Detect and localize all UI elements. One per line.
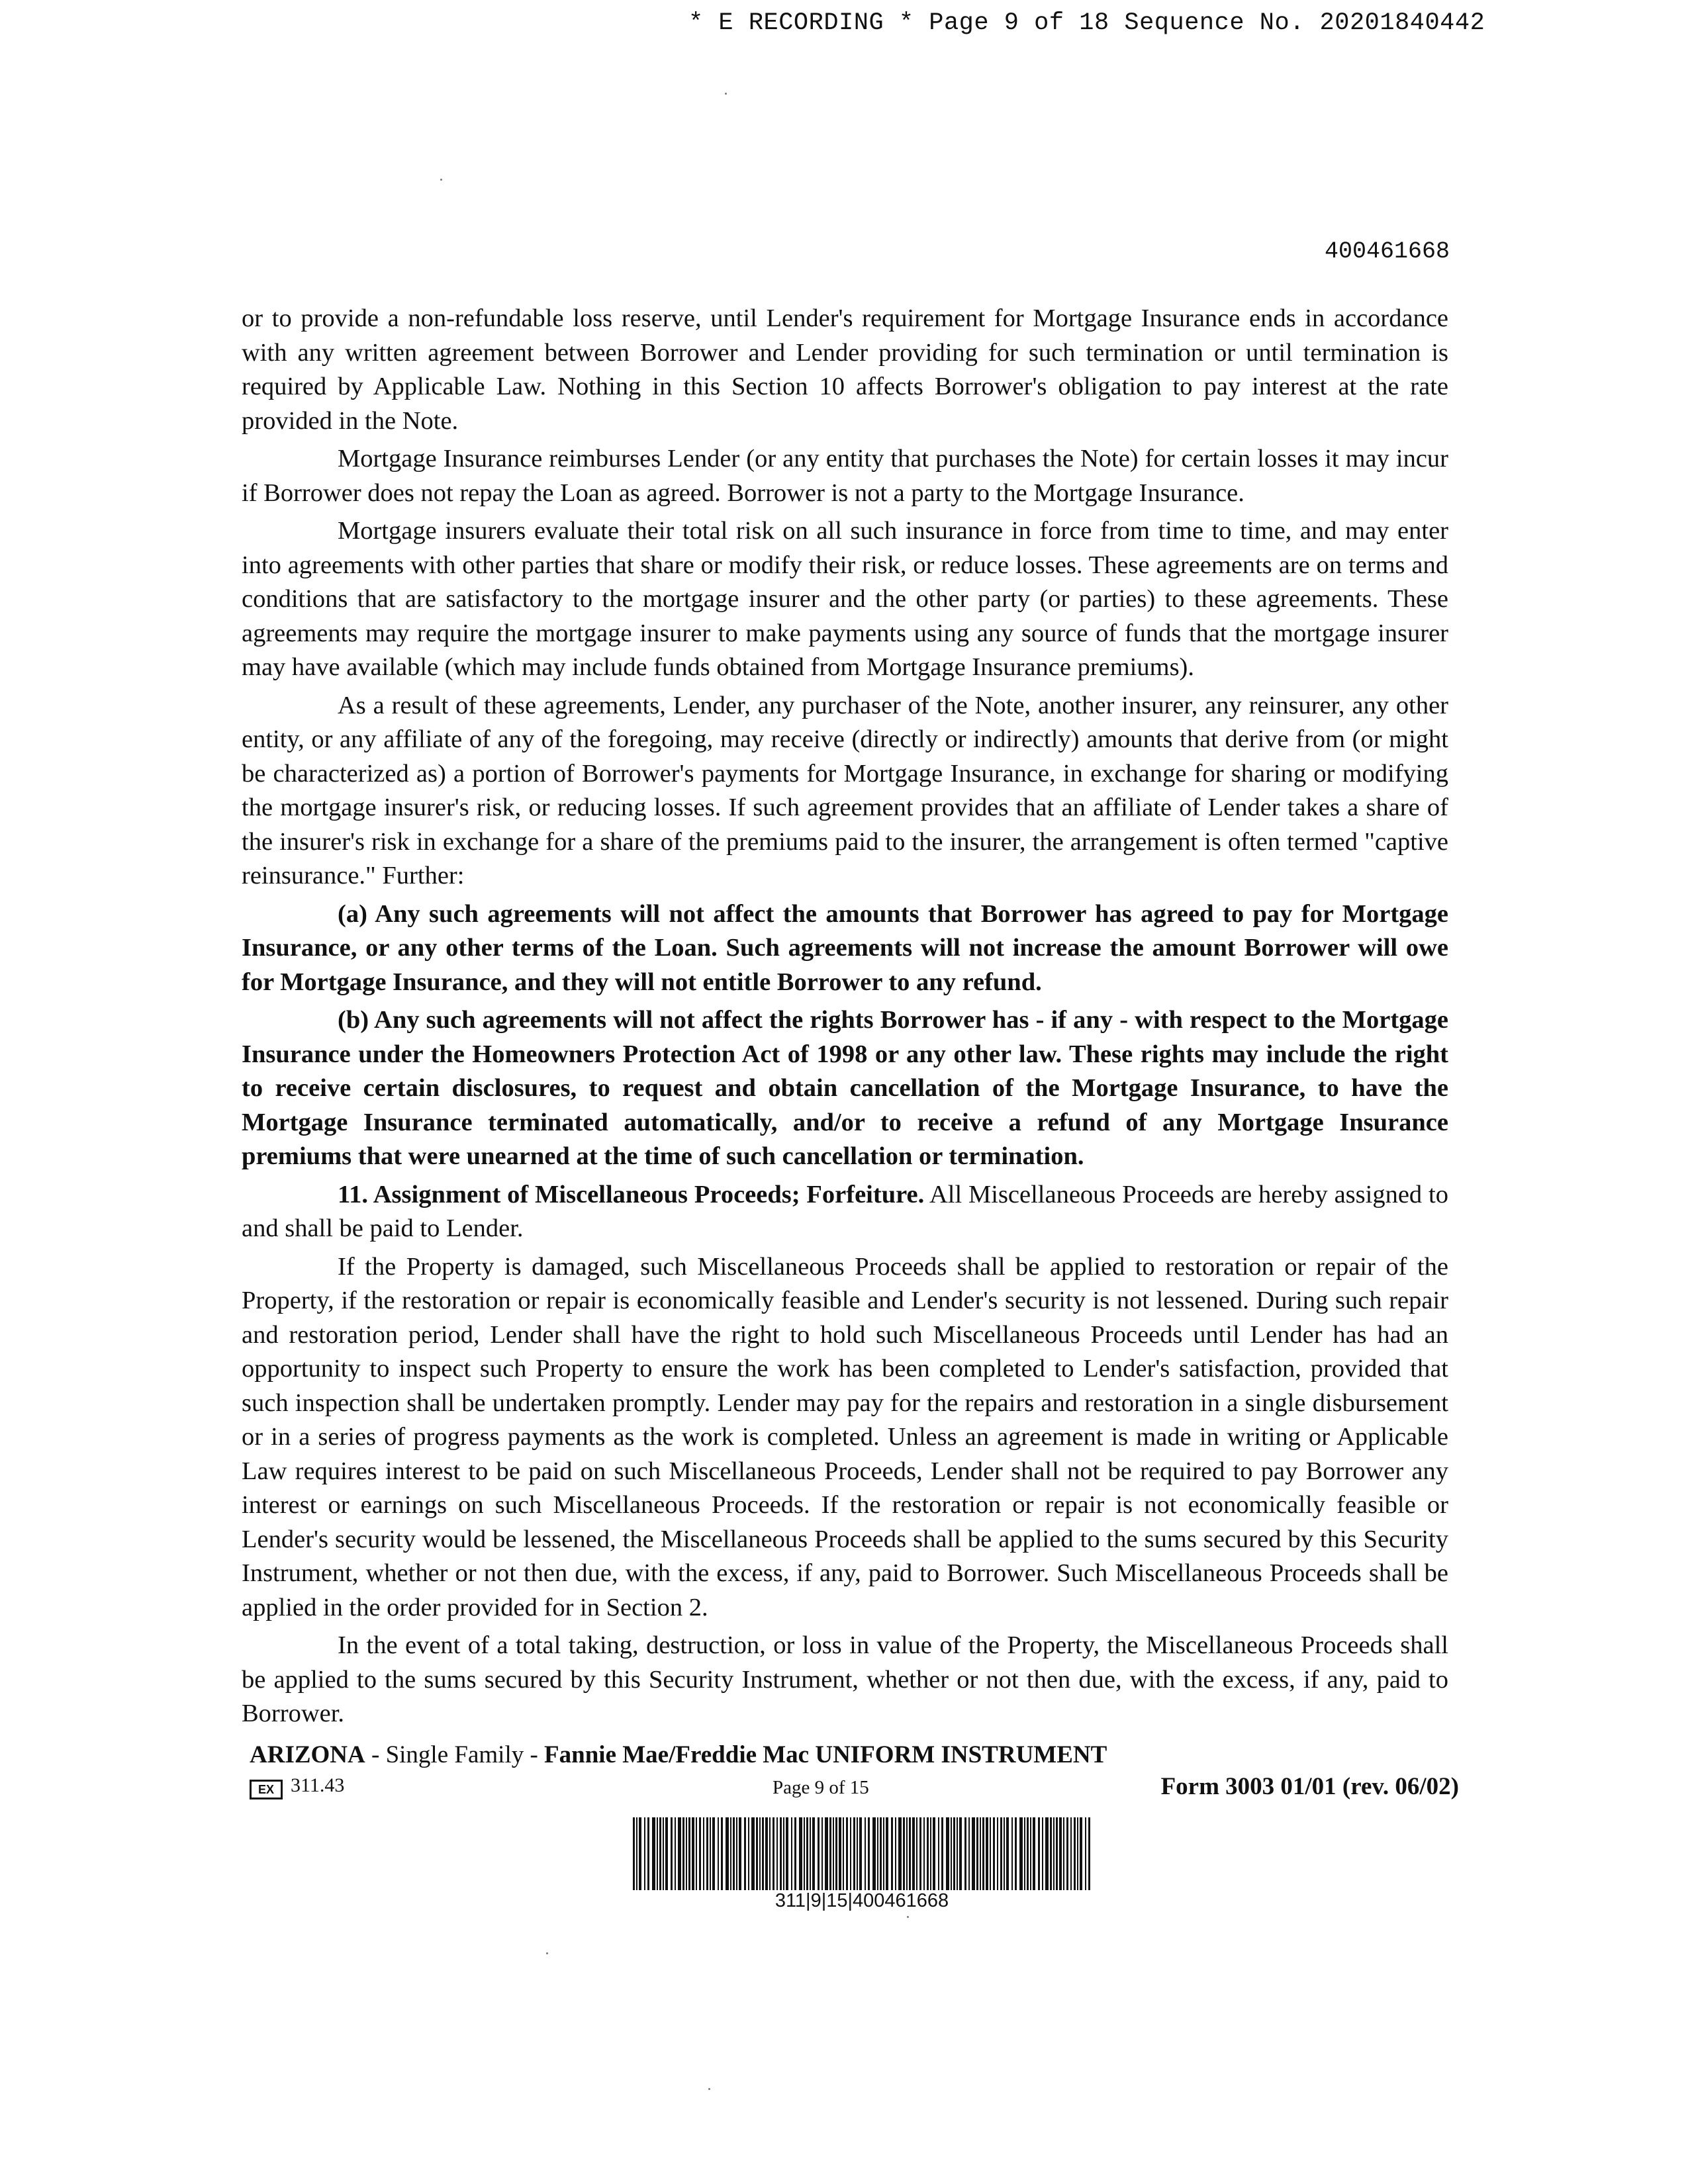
barcode-bar xyxy=(812,1817,815,1890)
footer-form-code: 311.43 xyxy=(291,1774,345,1796)
scan-speck xyxy=(546,1952,548,1954)
barcode-bar xyxy=(1088,1817,1090,1890)
barcode-bar xyxy=(1015,1817,1017,1890)
barcode-bar xyxy=(891,1817,893,1890)
barcode-bar xyxy=(675,1817,676,1890)
barcode-bar xyxy=(919,1817,921,1890)
footer-form-id: Form 3003 01/01 (rev. 06/02) xyxy=(1160,1773,1459,1800)
barcode-bar xyxy=(644,1817,645,1890)
barcode-bar xyxy=(930,1817,931,1890)
barcode-bar xyxy=(1085,1817,1086,1890)
barcode-bar xyxy=(1074,1817,1076,1890)
barcode-bar xyxy=(706,1817,708,1890)
loan-number: 400461668 xyxy=(1324,238,1450,265)
paragraph-clause-a: (a) Any such agreements will not affect the amounts that Borrower has agreed to pay for Mortgage Insurance, or any other terms of the Loan. Such agreements will not increase the amount Borrower will owe for Mortgage Insurance, and they will not entitle Borrower to any refund. xyxy=(242,899,1448,996)
barcode-bar xyxy=(1019,1817,1023,1890)
barcode-bar xyxy=(810,1817,811,1890)
barcode-bar xyxy=(776,1817,778,1890)
barcode-bar xyxy=(1066,1817,1068,1890)
barcode-bar xyxy=(1000,1817,1002,1890)
barcode-bar xyxy=(692,1817,694,1890)
barcode-bar xyxy=(686,1817,687,1890)
barcode-bar xyxy=(726,1817,729,1890)
barcode-bar xyxy=(739,1817,741,1890)
barcode-bar xyxy=(997,1817,998,1890)
barcode-bar xyxy=(1063,1817,1064,1890)
barcode-bar xyxy=(835,1817,837,1890)
barcode-bar xyxy=(652,1817,655,1890)
barcode-bar xyxy=(1053,1817,1055,1890)
ex-logo: EX xyxy=(250,1780,283,1799)
barcode-bar xyxy=(982,1817,984,1890)
barcode-bar xyxy=(853,1817,855,1890)
section-11-heading: 11. Assignment of Miscellaneous Proceeds; Forfeiture. xyxy=(338,1180,925,1208)
barcode-bar xyxy=(718,1817,719,1890)
paragraph-reimbursement: Mortgage Insurance reimburses Lender (or any entity that purchases the Note) for certain losses it may incur if Borrower does not repay the Loan as agreed. Borrower is not a party to the Mortgage Insurance. xyxy=(242,445,1448,507)
barcode-bar xyxy=(972,1817,975,1890)
footer-instrument: Fannie Mae/Freddie Mac UNIFORM INSTRUMENT xyxy=(544,1741,1107,1768)
barcode-bar xyxy=(895,1817,896,1890)
barcode-bar xyxy=(710,1817,711,1890)
recording-header: * E RECORDING * Page 9 of 18 Sequence No. 20201840442 xyxy=(688,9,1485,37)
barcode-bar xyxy=(1059,1817,1062,1890)
barcode-bar xyxy=(1004,1817,1005,1890)
barcode-bar xyxy=(744,1817,746,1890)
barcode-bar xyxy=(868,1817,870,1890)
footer-details xyxy=(250,1774,1459,1807)
barcode-bar xyxy=(1080,1817,1082,1890)
barcode-bar xyxy=(699,1817,701,1890)
document-body xyxy=(242,302,1448,1735)
barcode-bar xyxy=(730,1817,731,1890)
barcode-bar xyxy=(839,1817,841,1890)
barcode-bar xyxy=(665,1817,668,1890)
barcode-bar xyxy=(903,1817,905,1890)
barcode-bar xyxy=(846,1817,848,1890)
barcode-bar xyxy=(1027,1817,1029,1890)
barcode-bar xyxy=(951,1817,952,1890)
barcode-bar xyxy=(1033,1817,1035,1890)
barcode-bar xyxy=(843,1817,844,1890)
barcode-bar xyxy=(923,1817,925,1890)
barcode-bar xyxy=(786,1817,788,1890)
barcode-bar xyxy=(829,1817,831,1890)
barcode-bar xyxy=(941,1817,943,1890)
barcode-bar xyxy=(968,1817,970,1890)
barcode-bar xyxy=(883,1817,884,1890)
barcode-bar xyxy=(976,1817,978,1890)
footer-form-title xyxy=(250,1741,1507,1769)
barcode-bar xyxy=(912,1817,915,1890)
barcode-bar xyxy=(886,1817,888,1890)
barcode-bar xyxy=(756,1817,758,1890)
barcode-bar xyxy=(659,1817,661,1890)
barcode-bar xyxy=(762,1817,764,1890)
barcode-bar xyxy=(865,1817,866,1890)
barcode-bar xyxy=(657,1817,658,1890)
barcode-bar xyxy=(880,1817,882,1890)
paragraph-property-damaged: If the Property is damaged, such Miscellaneous Proceeds shall be applied to restoration or repair of the Property, if the restoration or repair is economically feasible and Lender's security is not lessened. During such repair and restoration period, Lender shall have the right to hold such Miscellaneous Proceeds until Lender has had an opportunity to inspect such Property to ensure the work has been completed to Lender's satisfaction, provided that such inspection shall be undertaken promptly. Lender may pay for the repairs and restoration in a single disbursement or in a series of progress payments as the work is completed. Unless an agreement is made in writing or Applicable Law requires interest to be paid on such Miscellaneous Proceeds, Lender shall not be required to pay Borrower any interest or earnings on such Miscellaneous Proceeds. If the restoration or repair is not economically feasible or Lender's security would be lessened, the Miscellaneous Proceeds shall be applied to the sums secured by this Security Instrument, whether or not then due, with the excess, if any, paid to Borrower. Such Miscellaneous Proceeds shall be applied in the order provided for in Section 2. xyxy=(242,1252,1448,1621)
paragraph-insurer-risk: Mortgage insurers evaluate their total risk on all such insurance in force from time to time, and may enter into agreements with other parties that share or modify their risk, or reduce losses. These agreements are on terms and conditions that are satisfactory to the mortgage insurer and the other party (or parties) to these agreements. These agreements may require the mortgage insurer to make payments using any source of funds that the mortgage insurer may have available (which may include funds obtained from Mortgage Insurance premiums). xyxy=(242,517,1448,681)
barcode-bar xyxy=(733,1817,735,1890)
barcode-bar xyxy=(1050,1817,1052,1890)
scan-speck xyxy=(725,93,727,95)
barcode-bar xyxy=(1077,1817,1078,1890)
scan-speck xyxy=(907,1916,909,1918)
paragraph-total-taking: In the event of a total taking, destruction, or loss in value of the Property, the Miscellaneous Proceeds shall be applied to the sums secured by this Security Instrument, whether or not then due, with the excess, if any, paid to Borrower. xyxy=(242,1631,1448,1727)
barcode-bar xyxy=(1070,1817,1072,1890)
barcode-bar xyxy=(671,1817,673,1890)
barcode-bar xyxy=(663,1817,664,1890)
barcode-bar xyxy=(959,1817,962,1890)
barcode-bar xyxy=(806,1817,808,1890)
barcode-bar xyxy=(1024,1817,1025,1890)
scan-speck xyxy=(708,2088,710,2090)
barcode-bar xyxy=(1042,1817,1043,1890)
barcode-bar xyxy=(712,1817,715,1890)
barcode-bar xyxy=(821,1817,823,1890)
barcode-bar xyxy=(633,1817,635,1890)
section-11-text: All Miscellaneous Proceeds are hereby assigned to and shall be paid to Lender. xyxy=(242,1180,1448,1242)
barcode-bar xyxy=(703,1817,704,1890)
barcode-text: 311|9|15|400461668 xyxy=(774,1890,949,1911)
paragraph-loss-reserve: or to provide a non-refundable loss reserve, until Lender's requirement for Mortgage Insurance ends in accordance with any written agreement between Borrower and Lender providing for such termination or until termination is required by Applicable Law. Nothing in this Section 10 affects Borrower's obligation to pay interest at the rate provided in the Note. xyxy=(242,304,1448,435)
barcode-bar xyxy=(636,1817,637,1890)
barcode-bar xyxy=(748,1817,749,1890)
paragraph-section-11 xyxy=(242,1178,1448,1246)
paragraph-clause-b: (b) Any such agreements will not affect the rights Borrower has - if any - with respect to the Mortgage Insurance under the Homeowners Protection Act of 1998 or any other law. These rights may include the right to receive certain disclosures, to request and obtain cancellation of the Mortgage Insurance, to have the Mortgage Insurance terminated automatically, and/or to receive a refund of any Mortgage Insurance premiums that were unearned at the time of such cancellation or termination. xyxy=(242,1006,1448,1170)
barcode-bar xyxy=(850,1817,851,1890)
barcode-bar xyxy=(1030,1817,1031,1890)
barcode-bar xyxy=(825,1817,828,1890)
barcode-bar xyxy=(933,1817,935,1890)
barcode-bar xyxy=(1011,1817,1013,1890)
barcode-bar xyxy=(773,1817,774,1890)
barcode-bar xyxy=(872,1817,876,1890)
barcode-bar xyxy=(938,1817,939,1890)
barcode-bar xyxy=(990,1817,991,1890)
barcode-bar xyxy=(780,1817,782,1890)
barcode-bar xyxy=(639,1817,641,1890)
barcode xyxy=(630,1817,1094,1890)
barcode-bar xyxy=(909,1817,911,1890)
barcode-bar xyxy=(833,1817,834,1890)
barcode-bar xyxy=(1038,1817,1040,1890)
paragraph-agreements-result: As a result of these agreements, Lender, any purchaser of the Note, another insurer, any reinsurer, any other entity, or any affiliate of any of the foregoing, may receive (directly or indirectly) amounts that derive from (or might be characterized as) a portion of Borrower's payments for Mortgage Insurance, in exchange for sharing or modifying the mortgage insurer's risk, or reducing losses. If such agreement provides that an affiliate of Lender takes a share of the insurer's risk in exchange for a share of the premiums paid to the insurer, the arrangement is often termed "captive reinsurance." Further: xyxy=(242,691,1448,889)
barcode-bar xyxy=(799,1817,802,1890)
barcode-bar xyxy=(688,1817,690,1890)
barcode-bar xyxy=(721,1817,723,1890)
barcode-bar xyxy=(986,1817,988,1890)
barcode-bar xyxy=(993,1817,995,1890)
footer-state: ARIZONA xyxy=(250,1741,365,1768)
footer-family: - Single Family - xyxy=(365,1741,545,1768)
footer-page-number: Page 9 of 15 xyxy=(773,1777,869,1798)
barcode-bar xyxy=(647,1817,649,1890)
barcode-bar xyxy=(906,1817,908,1890)
barcode-bar xyxy=(877,1817,878,1890)
barcode-bar xyxy=(794,1817,796,1890)
scan-speck xyxy=(440,179,442,181)
barcode-bar xyxy=(818,1817,820,1890)
barcode-bar xyxy=(898,1817,902,1890)
barcode-bar xyxy=(927,1817,929,1890)
barcode-bar xyxy=(804,1817,805,1890)
barcode-bar xyxy=(759,1817,761,1890)
barcode-bar xyxy=(783,1817,784,1890)
barcode-bar xyxy=(953,1817,955,1890)
barcode-bar xyxy=(682,1817,684,1890)
barcode-bar xyxy=(957,1817,958,1890)
barcode-bar xyxy=(736,1817,737,1890)
barcode-bar xyxy=(946,1817,949,1890)
barcode-bar xyxy=(964,1817,966,1890)
barcode-bar xyxy=(791,1817,792,1890)
barcode-bar xyxy=(765,1817,768,1890)
barcode-bar xyxy=(916,1817,917,1890)
barcode-bar xyxy=(696,1817,697,1890)
barcode-bar xyxy=(1045,1817,1049,1890)
barcode-bar xyxy=(1056,1817,1058,1890)
barcode-bar xyxy=(769,1817,771,1890)
barcode-bar xyxy=(751,1817,755,1890)
barcode-bar xyxy=(980,1817,981,1890)
barcode-bar xyxy=(1006,1817,1009,1890)
barcode-bar xyxy=(859,1817,862,1890)
barcode-bar xyxy=(857,1817,858,1890)
barcode-bar xyxy=(678,1817,681,1890)
